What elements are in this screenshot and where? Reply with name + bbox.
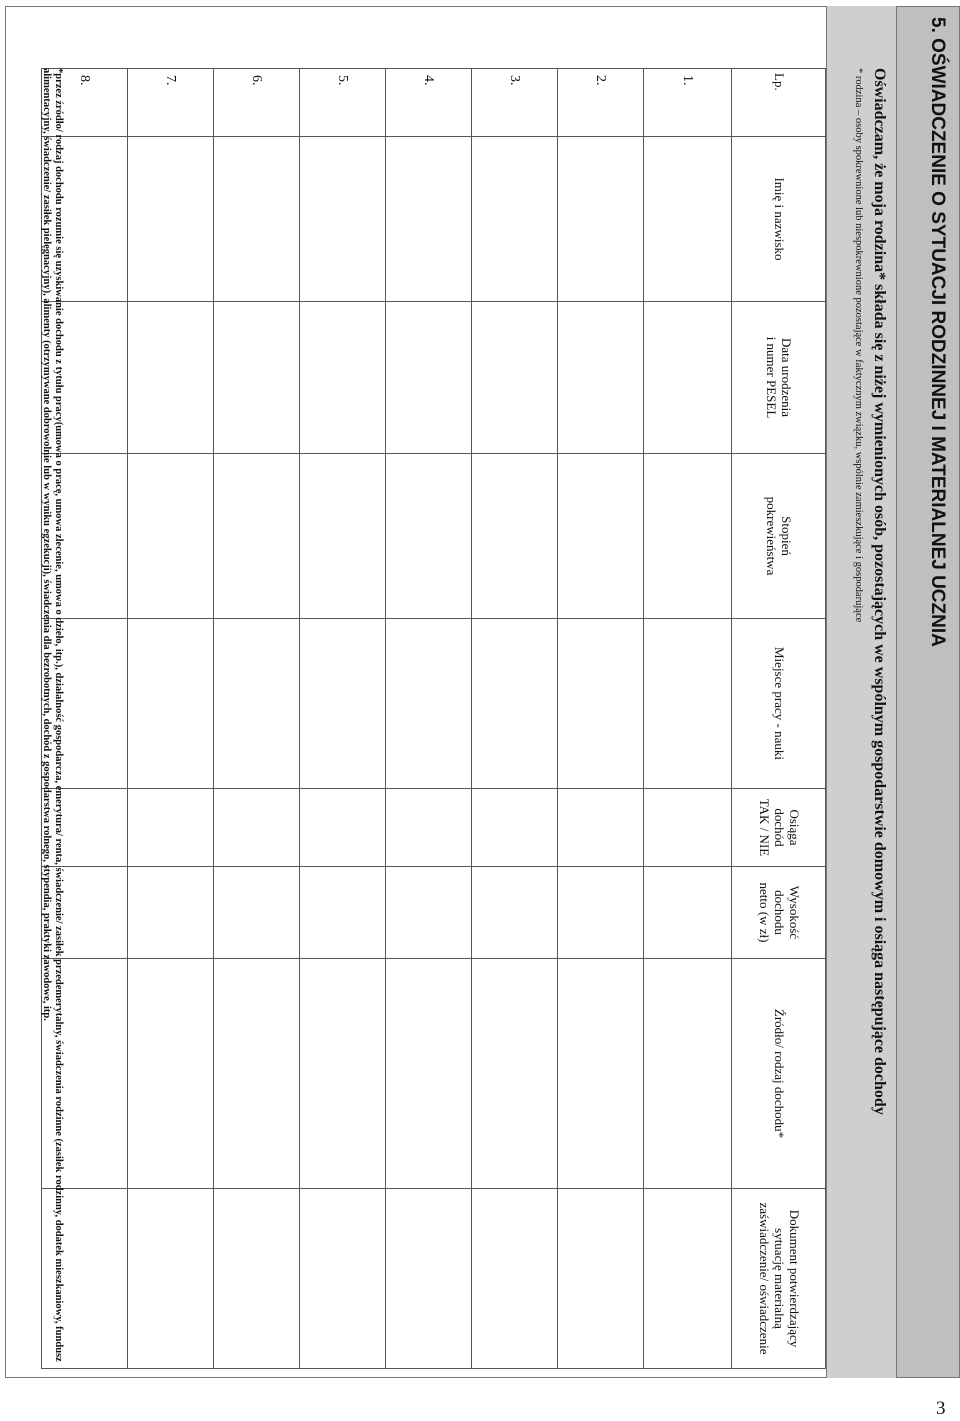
cell-income[interactable]	[472, 789, 558, 867]
cell-income[interactable]	[386, 789, 472, 867]
cell-name[interactable]	[386, 137, 472, 302]
cell-birth[interactable]	[128, 302, 214, 454]
header-birth-line2: i numer PESEL	[764, 336, 780, 419]
cell-kinship[interactable]	[214, 454, 300, 619]
header-document-line2: sytuację materialną	[771, 1228, 787, 1329]
cell-amount[interactable]	[300, 867, 386, 959]
table-row	[300, 69, 386, 1369]
header-amount-line3: netto (w zł)	[757, 882, 773, 943]
cell-kinship[interactable]	[644, 454, 732, 619]
cell-kinship[interactable]	[472, 454, 558, 619]
header-workplace: Miejsce pracy - nauki	[732, 619, 826, 789]
header-source: Źródło/ rodzaj dochodu*	[732, 959, 826, 1189]
section-title: 5. OŚWIADCZENIE O SYTUACJI RODZINNEJ I MATERIALNEJ UCZNIA	[927, 17, 948, 647]
cell-source[interactable]	[644, 959, 732, 1189]
cell-name[interactable]	[558, 137, 644, 302]
header-kinship	[732, 454, 826, 619]
cell-birth[interactable]	[214, 302, 300, 454]
cell-kinship[interactable]	[300, 454, 386, 619]
header-kinship-line2: pokrewieństwa	[764, 496, 780, 576]
header-income-line1: Osiąga	[786, 809, 802, 846]
cell-name[interactable]	[214, 137, 300, 302]
table-row	[214, 69, 300, 1369]
cell-name[interactable]	[644, 137, 732, 302]
cell-amount[interactable]	[386, 867, 472, 959]
cell-document[interactable]	[472, 1189, 558, 1369]
table-row	[128, 69, 214, 1369]
cell-source[interactable]	[472, 959, 558, 1189]
header-lp: Lp.	[732, 69, 826, 137]
cell-document[interactable]	[214, 1189, 300, 1369]
table-header-row	[732, 69, 826, 1369]
cell-source[interactable]	[214, 959, 300, 1189]
cell-document[interactable]	[644, 1189, 732, 1369]
header-document	[732, 1189, 826, 1369]
cell-source[interactable]	[128, 959, 214, 1189]
row-number: 2.	[558, 69, 644, 137]
family-footnote: * rodzina – osoby spokrewnione lub niespokrewnione pozostające w faktycznym związku, wspólnie zamieszkujące i gospodarujące	[853, 68, 864, 623]
header-amount-line1: Wysokość	[786, 885, 802, 940]
cell-birth[interactable]	[300, 302, 386, 454]
row-number: 8.	[42, 69, 128, 137]
header-name: Imię i nazwisko	[732, 137, 826, 302]
cell-workplace[interactable]	[644, 619, 732, 789]
row-number: 7.	[128, 69, 214, 137]
cell-workplace[interactable]	[128, 619, 214, 789]
header-document-line1: Dokument potwierdzający	[786, 1209, 802, 1348]
cell-amount[interactable]	[128, 867, 214, 959]
header-income-line2: dochód	[771, 808, 787, 847]
cell-workplace[interactable]	[558, 619, 644, 789]
row-number: 1.	[644, 69, 732, 137]
row-number: 3.	[472, 69, 558, 137]
header-document-line3: zaświadczenie/ oświadczenie	[757, 1202, 773, 1355]
cell-document[interactable]	[386, 1189, 472, 1369]
cell-name[interactable]	[472, 137, 558, 302]
table-row	[644, 69, 732, 1369]
cell-income[interactable]	[558, 789, 644, 867]
cell-amount[interactable]	[472, 867, 558, 959]
declaration-text: Oświadczam, że moja rodzina* składa się z niżej wymienionych osób, pozostających we wspólnym gospodarstwie domowym i osiąga następujące dochody	[871, 68, 888, 1115]
cell-kinship[interactable]	[128, 454, 214, 619]
cell-name[interactable]	[300, 137, 386, 302]
family-income-table	[41, 68, 826, 1369]
cell-amount[interactable]	[214, 867, 300, 959]
cell-name[interactable]	[128, 137, 214, 302]
cell-birth[interactable]	[386, 302, 472, 454]
cell-income[interactable]	[214, 789, 300, 867]
cell-workplace[interactable]	[386, 619, 472, 789]
cell-income[interactable]	[644, 789, 732, 867]
header-birth-line1: Data urodzenia	[779, 337, 795, 418]
row-number: 5.	[300, 69, 386, 137]
cell-kinship[interactable]	[386, 454, 472, 619]
cell-document[interactable]	[128, 1189, 214, 1369]
income-footnote: *przez źródło/ rodzaj dochodu rozumie się uzyskiwanie dochodu z tytułu pracy(umowa o pracę, umowa zlecenie, umowa o dzieło, itp.), działalność gospodarcza, emerytura/ renta, świadczenie/ zasiłek przedemerytalny, świadczenia rodzinne (zasiłek rodzinny, dodatek mieszkaniowy, fundusz alimentacyjny, świadczenie/ zasiłek pielęgnacyjny), alimenty (otrzymywane dobrowolnie lub w wyniku egzekucji), świadczenia dla bezrobotnych, dochód z gospodarstwa rolnego, stypendia, praktyki zawodowe, itp.	[41, 68, 64, 1362]
header-birth	[732, 302, 826, 454]
header-income-line3: TAK / NIE	[757, 798, 773, 857]
cell-kinship[interactable]	[558, 454, 644, 619]
cell-amount[interactable]	[558, 867, 644, 959]
cell-amount[interactable]	[644, 867, 732, 959]
cell-document[interactable]	[558, 1189, 644, 1369]
section-title-bar	[896, 6, 960, 1378]
header-income-yes-no	[732, 789, 826, 867]
cell-birth[interactable]	[472, 302, 558, 454]
cell-workplace[interactable]	[472, 619, 558, 789]
header-amount-line2: dochodu	[771, 890, 787, 935]
page-number: 3	[936, 1398, 946, 1419]
table-row	[472, 69, 558, 1369]
table-body	[42, 69, 732, 1369]
row-number: 4.	[386, 69, 472, 137]
cell-workplace[interactable]	[300, 619, 386, 789]
header-kinship-line1: Stopień	[779, 516, 795, 556]
cell-source[interactable]	[300, 959, 386, 1189]
cell-income[interactable]	[300, 789, 386, 867]
cell-birth[interactable]	[644, 302, 732, 454]
cell-workplace[interactable]	[214, 619, 300, 789]
table-row	[558, 69, 644, 1369]
cell-income[interactable]	[128, 789, 214, 867]
cell-birth[interactable]	[558, 302, 644, 454]
table-row	[386, 69, 472, 1369]
cell-source[interactable]	[558, 959, 644, 1189]
row-number: 6.	[214, 69, 300, 137]
cell-source[interactable]	[386, 959, 472, 1189]
cell-document[interactable]	[300, 1189, 386, 1369]
header-amount	[732, 867, 826, 959]
